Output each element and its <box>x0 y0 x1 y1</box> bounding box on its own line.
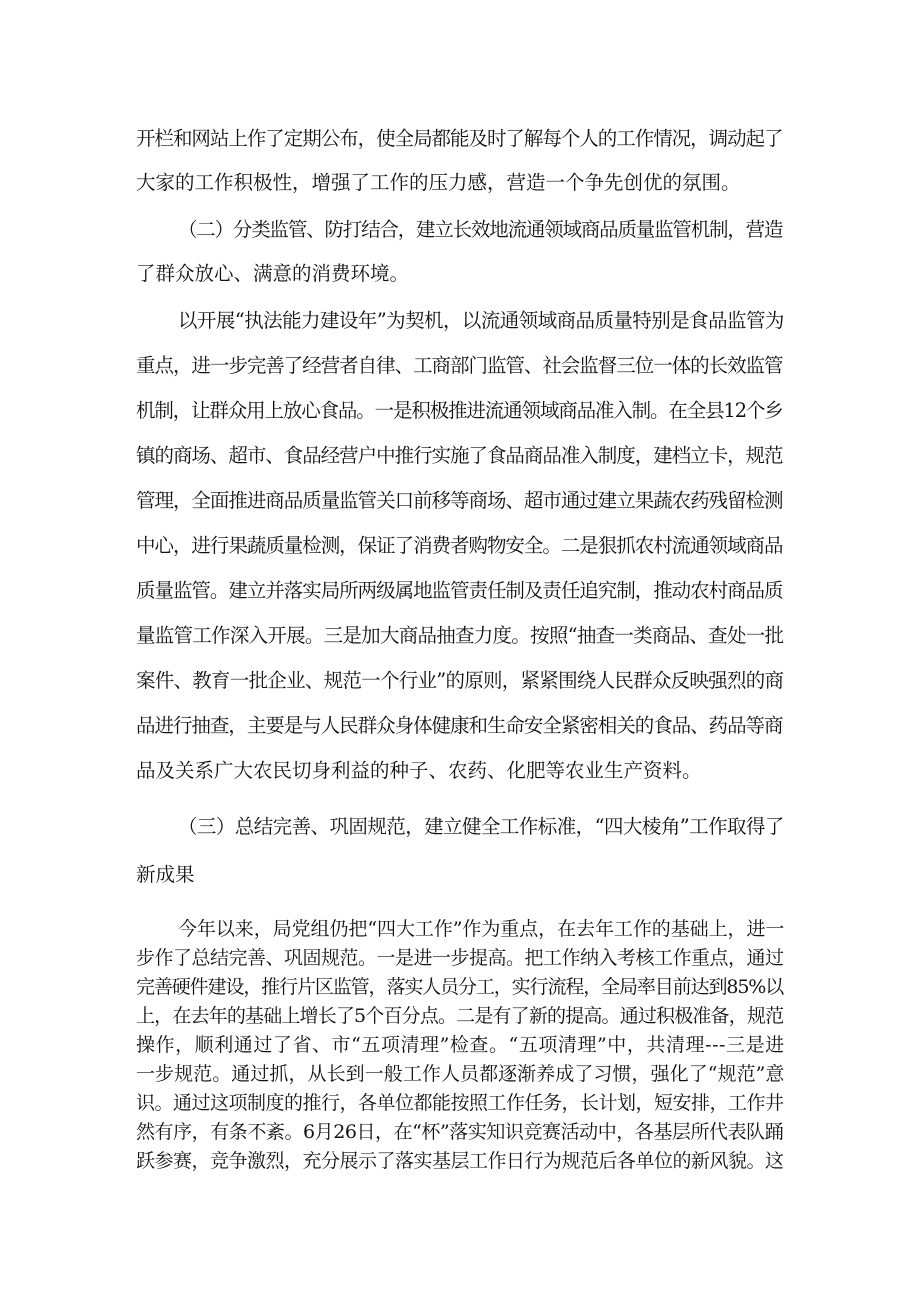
text-line: 一步规范。通过抓，从长到一般工作人员都逐渐养成了习惯，强化了“规范”意 <box>136 1063 785 1085</box>
text-line: 上，在去年的基础上增长了5个百分点。二是有了新的提高。通过积极准备，规范 <box>136 1005 784 1027</box>
text-line: 今年以来，局党组仍把“四大工作”作为重点，在去年工作的基础上，进一 <box>178 918 785 940</box>
text-line: 品及关系广大农民切身利益的种子、农药、化肥等农业生产资料。 <box>136 759 702 782</box>
text-line: 开栏和网站上作了定期公布，使全局都能及时了解每个人的工作情况，调动起了 <box>136 127 783 150</box>
text-line: 完善硬件建设，推行片区监管，落实人员分工，实行流程，全局率目前达到85%以 <box>136 976 784 998</box>
text-line: 量监管工作深入开展。三是加大商品抽查力度。按照“抽查一类商品、查处一批 <box>136 624 784 647</box>
text-line: 跃参赛，竞争激烈，充分展示了落实基层工作日行为规范后各单位的新风貌。这 <box>136 1150 784 1172</box>
text-line: 然有序，有条不紊。6月26日，在“杯”落实知识竞赛活动中，各基层所代表队踊 <box>136 1121 784 1143</box>
text-line: 重点，进一步完善了经营者自律、工商部门监管、社会监督三位一体的长效监管 <box>136 354 783 377</box>
text-line: 中心，进行果蔬质量检测，保证了消费者购物安全。二是狠抓农村流通领域商品 <box>136 534 783 557</box>
text-line: 以开展“执法能力建设年”为契机，以流通领域商品质量特别是食品监管为 <box>178 309 784 332</box>
text-line: 案件、教育一批企业、规范一个行业”的原则，紧紧围绕人民群众反映强烈的商 <box>136 669 784 692</box>
text-line: 大家的工作积极性，增强了工作的压力感，营造一个争先创优的氛围。 <box>136 171 741 194</box>
text-line: 操作，顺利通过了省、市“五项清理”检查。“五项清理”中，共清理---三是进 <box>136 1034 785 1056</box>
text-line: 机制，让群众用上放心食品。一是积极推进流通领域商品准入制。在全县12个乡 <box>136 399 783 422</box>
heading-line: （三）总结完善、巩固规范，建立健全工作标准，“四大棱角”工作取得了 <box>178 815 784 838</box>
heading-line: 新成果 <box>136 863 195 886</box>
text-line: 镇的商场、超市、食品经营户中推行实施了食品商品准入制度，建档立卡，规范 <box>136 444 783 467</box>
heading-line: 了群众放心、满意的消费环境。 <box>136 262 410 285</box>
text-line: 品进行抽查，主要是与人民群众身体健康和生命安全紧密相关的食品、药品等商 <box>136 714 783 737</box>
text-line: 管理，全面推进商品质量监管关口前移等商场、超市通过建立果蔬农药残留检测 <box>136 489 783 512</box>
heading-line: （二）分类监管、防打结合，建立长效地流通领域商品质量监管机制，营造 <box>178 218 783 241</box>
text-line: 识。通过这项制度的推行，各单位都能按照工作任务，长计划，短安排，工作井 <box>136 1092 784 1114</box>
text-line: 步作了总结完善、巩固规范。一是进一步提高。把工作纳入考核工作重点，通过 <box>136 947 784 969</box>
text-line: 质量监管。建立并落实局所两级属地监管责任制及责任追究制，推动农村商品质 <box>136 579 783 602</box>
